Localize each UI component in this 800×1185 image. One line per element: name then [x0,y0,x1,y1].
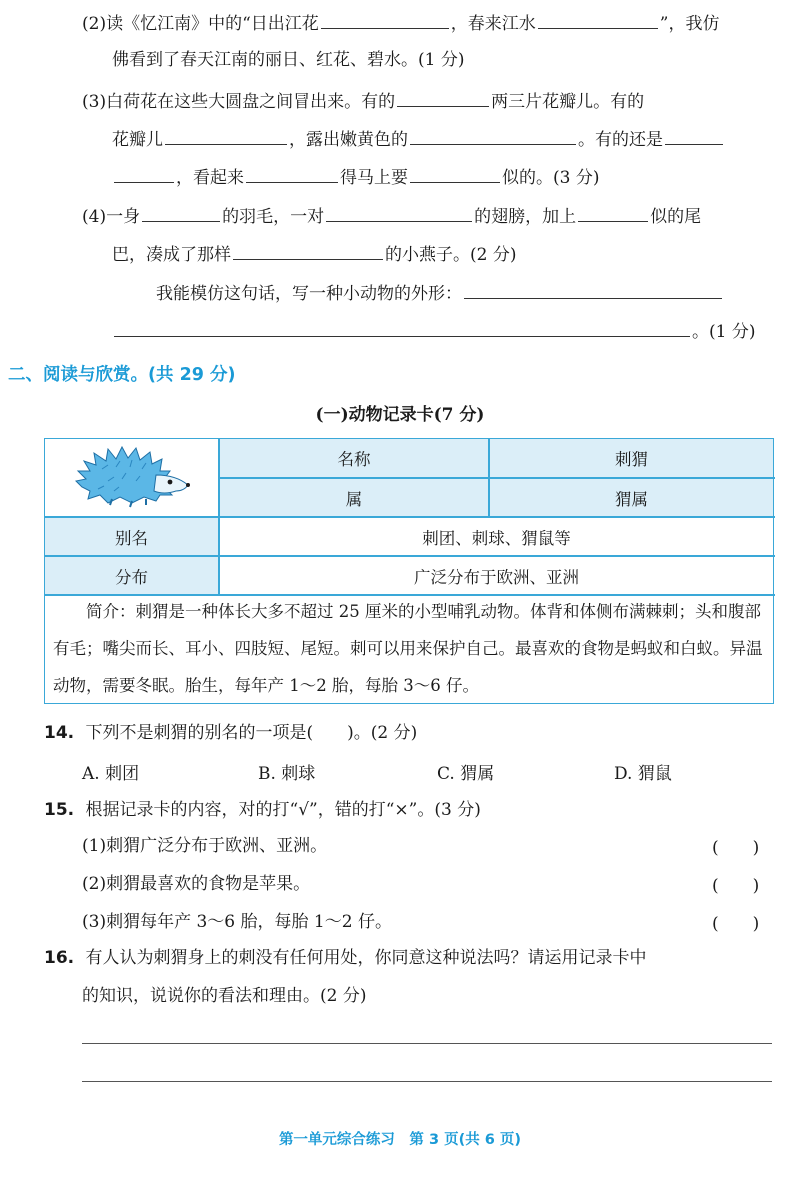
q3-text-f: ，看起来 [176,168,244,188]
q3-text-c: 花瓣儿 [112,130,163,150]
q14-option-d[interactable]: D. 猬鼠 [614,764,672,784]
q2-blank-1[interactable] [321,8,449,29]
q16-line2: 的知识，说说你的看法和理由。(2 分) [82,986,367,1006]
q15-answer-3[interactable]: ( ) [712,914,760,934]
q3-text-h: 似的。(3 分) [502,168,600,188]
card-intro: 简介：刺猬是一种体长大多不超过 25 厘米的小型哺乳动物。体背和体侧布满棘刺；头和腹部有毛；嘴尖而长、耳小、四肢短、尾短。刺可以用来保护自己。最喜欢的食物是蚂蚁和白蚁。异温动物，需要冬眠。胎生，每年产 1～2 胎，每胎 3～6 仔。 [53,602,763,695]
q3-line1 [82,86,644,115]
q3-text-e: 。有的还是 [578,130,663,150]
q4-text-f: 的小燕子。(2 分) [385,245,517,265]
page-footer: 第一单元综合练习 第 3 页(共 6 页) [278,1132,522,1148]
q3-blank-2[interactable] [165,124,287,145]
section-title: 二、阅读与欣赏。(共 29 分) [8,365,236,385]
imitate-score: 。(1 分) [692,322,756,342]
q14-option-a[interactable]: A. 刺团 [82,764,140,784]
q4-text-e: 巴，凑成了那样 [112,245,231,265]
q4-text-d: 似的尾 [650,207,702,227]
genus-value: 猬属 [490,479,773,516]
q15-item-3: (3)刺猬每年产 3～6 胎，每胎 1～2 仔。 [82,912,392,932]
alias-label: 别名 [45,518,218,555]
q4-line1 [82,201,701,230]
q2-line2: 佛看到了春天江南的丽日、红花、碧水。(1 分) [112,50,465,70]
q3-text-d: ，露出嫩黄色的 [289,130,408,150]
q3-blank-1[interactable] [397,86,489,107]
q3-blank-4[interactable] [665,124,723,145]
q4-blank-3[interactable] [578,201,648,222]
imitate-answer-line [112,316,755,345]
q14 [44,720,417,746]
animal-record-card [44,438,774,704]
q3-text-a: (3)白荷花在这些大圆盘之间冒出来。有的 [82,92,396,112]
q2-line1 [82,8,719,37]
q3-line3 [112,162,599,191]
card-title: (一)动物记录卡(7 分) [315,405,485,425]
q4-text-c: 的翅膀，加上 [474,207,577,227]
hedgehog-icon [72,445,192,511]
hedgehog-image-cell [45,439,219,516]
q15-text: 根据记录卡的内容，对的打“√”，错的打“×”。(3 分) [85,800,481,820]
distribution-value: 广泛分布于欧洲、亚洲 [414,567,579,587]
q4-blank-2[interactable] [326,201,472,222]
q3-text-b: 两三片花瓣儿。有的 [491,92,645,112]
q3-blank-7[interactable] [410,162,500,183]
q2-blank-2[interactable] [538,8,658,29]
q2-text-a: (2)读《忆江南》中的“日出江花 [82,14,319,34]
q15-answer-2[interactable]: ( ) [712,876,760,896]
q16-answer-line-1[interactable] [82,1043,772,1044]
q15 [44,797,481,823]
q4-blank-4[interactable] [233,239,383,260]
q4-text-b: 的羽毛，一对 [222,207,325,227]
imitate-blank-1[interactable] [464,278,722,299]
q16-number: 16. [44,948,75,968]
q15-number: 15. [44,800,75,820]
name-value: 刺猬 [490,439,773,477]
q3-text-g: 得马上要 [340,168,408,188]
q3-blank-5[interactable] [114,162,174,183]
imitate-prompt: 我能模仿这句话，写一种小动物的外形： [156,284,462,304]
q16-text-1: 有人认为刺猬身上的刺没有任何用处，你同意这种说法吗？请运用记录卡中 [85,948,647,968]
q15-answer-1[interactable]: ( ) [712,838,760,858]
q14-text: 下列不是刺猬的别名的一项是( )。(2 分) [85,723,418,743]
q16-line1 [44,945,647,971]
q14-option-c[interactable]: C. 猬属 [437,764,495,784]
name-label: 名称 [220,439,488,477]
genus-label: 属 [220,479,488,516]
alias-value: 刺团、刺球、猬鼠等 [422,528,571,548]
q3-line2 [112,124,725,153]
q14-number: 14. [44,723,75,743]
q14-option-b[interactable]: B. 刺球 [258,764,316,784]
q3-blank-6[interactable] [246,162,338,183]
imitate-blank-2[interactable] [114,316,690,337]
q3-blank-3[interactable] [410,124,576,145]
q4-text-a: (4)一身 [82,207,141,227]
q15-item-1: (1)刺猬广泛分布于欧洲、亚洲。 [82,836,328,856]
q2-text-c: ”，我仿 [659,14,720,34]
imitate-prompt-line [156,278,724,307]
q16-answer-line-2[interactable] [82,1081,772,1082]
q2-text-b: ，春来江水 [450,14,536,34]
q4-blank-1[interactable] [142,201,220,222]
q15-item-2: (2)刺猬最喜欢的食物是苹果。 [82,874,311,894]
q4-line2 [112,239,516,268]
distribution-label: 分布 [45,557,218,594]
